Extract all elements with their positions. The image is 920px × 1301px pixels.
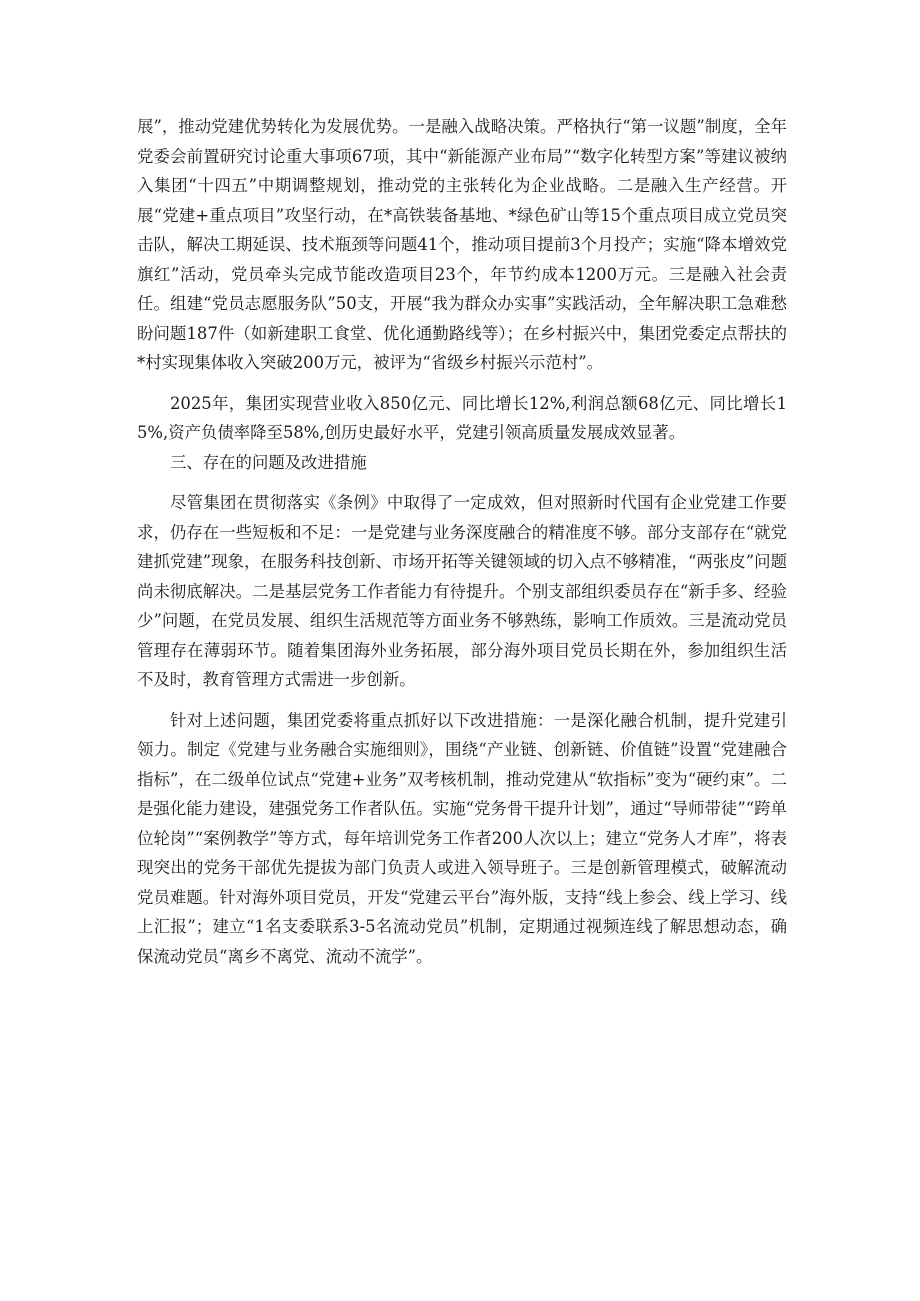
- section-heading-problems-and-measures: 三、存在的问题及改进措施: [170, 452, 367, 472]
- paragraph-improvement-measures: 针对上述问题，集团党委将重点抓好以下改进措施：一是深化融合机制，提升党建引领力。制定《党建与业务融合实施细则》，围绕“产业链、创新链、价值链”设置“党建融合指标”，在二级单位试点“党建+业务”双考核机制，推动党建从“软指标”变为“硬约束”。二是强化能力建设，建强党务工作者队伍。实施“党务骨干提升计划”，通过“导师带徒”“跨单位轮岗”“案例教学”等方式，每年培训党务工作者200人次以上；建立“党务人才库”，将表现突出的党务干部优先提拔为部门负责人或进入领导班子。三是创新管理模式，破解流动党员难题。针对海外项目党员，开发“党建云平台”海外版，支持“线上参会、线上学习、线上汇报”；建立“1名支委联系3-5名流动党员”机制，定期通过视频连线了解思想动态，确保流动党员“离乡不离党、流动不流学”。: [137, 710, 787, 966]
- paragraph-2025-results: 2025年，集团实现营业收入850亿元、同比增长12%,利润总额68亿元、同比增长15%,资产负债率降至58%,创历史最好水平，党建引领高质量发展成效显著。: [137, 393, 787, 442]
- paragraph-party-building-integration: 展”，推动党建优势转化为发展优势。一是融入战略决策。严格执行“第一议题”制度，全年党委会前置研究讨论重大事项67项，其中“新能源产业布局”“数字化转型方案”等建议被纳入集团“十四五”中期调整规划，推动党的主张转化为企业战略。二是融入生产经营。开展“党建+重点项目”攻坚行动，在*高铁装备基地、*绿色矿山等15个重点项目成立党员突击队，解决工期延误、技术瓶颈等问题41个，推动项目提前3个月投产；实施“降本增效党旗红”活动，党员牵头完成节能改造项目23个，年节约成本1200万元。三是融入社会责任。组建“党员志愿服务队”50支，开展“我为群众办实事”实践活动，全年解决职工急难愁盼问题187件（如新建职工食堂、优化通勤路线等）；在乡村振兴中，集团党委定点帮扶的*村实现集体收入突破200万元，被评为“省级乡村振兴示范村”。: [137, 117, 787, 372]
- paragraph-existing-problems: 尽管集团在贯彻落实《条例》中取得了一定成效，但对照新时代国有企业党建工作要求，仍存在一些短板和不足：一是党建与业务深度融合的精准度不够。部分支部存在“就党建抓党建”现象，在服务科技创新、市场开拓等关键领域的切入点不够精准，“两张皮”问题尚未彻底解决。二是基层党务工作者能力有待提升。个别支部组织委员存在“新手多、经验少”问题，在党员发展、组织生活规范等方面业务不够熟练，影响工作质效。三是流动党员管理存在薄弱环节。随着集团海外业务拓展，部分海外项目党员长期在外，参加组织生活不及时，教育管理方式需进一步创新。: [137, 493, 787, 689]
- document-body: [137, 112, 787, 971]
